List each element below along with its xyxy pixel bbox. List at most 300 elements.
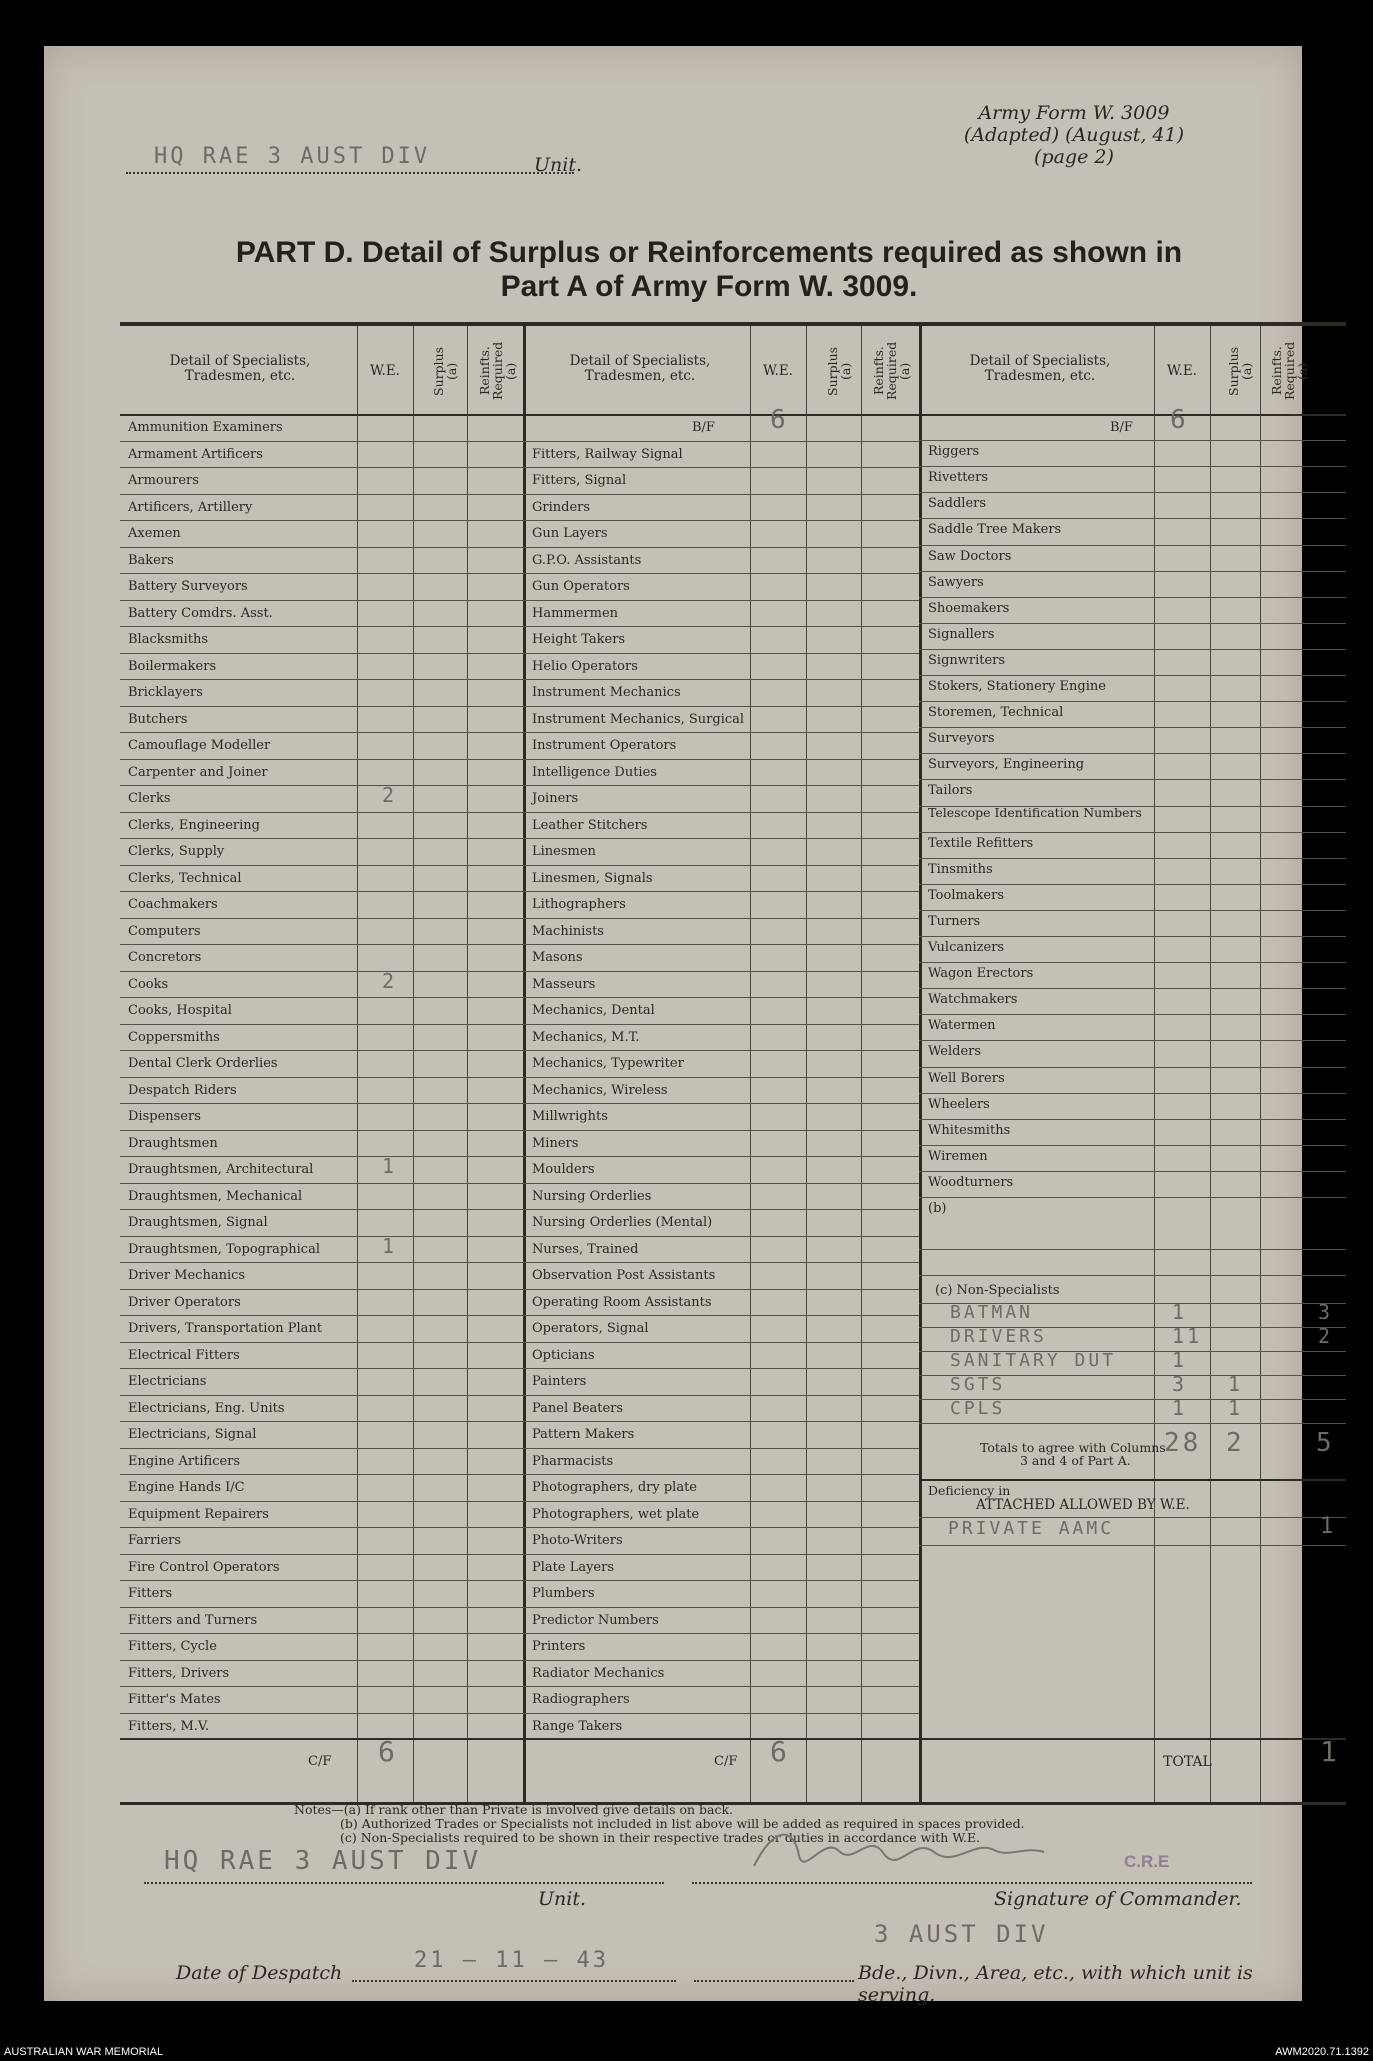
col2-item: Millwrights <box>532 1109 608 1124</box>
row-line-1 <box>120 1686 523 1687</box>
row-line-3 <box>919 1040 1346 1041</box>
row-line-2 <box>523 1077 919 1078</box>
row-line-1 <box>120 520 523 521</box>
deficiency-label-1: Deficiency in <box>928 1483 1011 1499</box>
col2-item: Operators, Signal <box>532 1321 649 1336</box>
row-line-2 <box>523 1368 919 1369</box>
col2-item: Mechanics, Dental <box>532 1003 655 1018</box>
cf-we-1: 6 <box>378 1735 398 1768</box>
col3-item: Wiremen <box>928 1148 988 1164</box>
col3-item: Storemen, Technical <box>928 705 1064 721</box>
non-specialist-name: SGTS <box>950 1374 1006 1396</box>
non-specialist-we: 11 <box>1172 1324 1203 1349</box>
col1-item: Cooks <box>128 976 169 992</box>
col2-item: Mechanics, M.T. <box>532 1029 640 1045</box>
col1-item: Artificers, Artillery <box>128 499 253 515</box>
unit-dotline <box>126 172 574 174</box>
col1-item: Electrical Fitters <box>128 1347 240 1363</box>
col1-item: Electricians <box>128 1374 207 1389</box>
col1-item: Draughtsmen, Architectural <box>128 1162 314 1177</box>
row-line-1 <box>120 547 523 548</box>
row-line-2 <box>523 1713 919 1714</box>
col1-item: Fitters and Turners <box>128 1612 258 1628</box>
row-line-2 <box>523 838 919 839</box>
col2-item: Masons <box>532 950 583 965</box>
row-line-3 <box>919 1249 1346 1250</box>
col2-item: Fitters, Railway Signal <box>532 446 683 462</box>
col3-item: Turners <box>928 913 981 929</box>
col2-item: Instrument Mechanics <box>532 685 681 700</box>
col3-item: Riggers <box>928 444 980 460</box>
col3-item: Surveyors <box>928 731 995 747</box>
cf-we-2: 6 <box>770 1735 790 1768</box>
row-line-3 <box>919 701 1346 702</box>
col2-item: Predictor Numbers <box>532 1612 659 1628</box>
row-line-2 <box>523 547 919 548</box>
row-line-2 <box>523 1315 919 1316</box>
row-line-2 <box>523 1050 919 1051</box>
non-specialist-name: CPLS <box>950 1398 1006 1420</box>
row-line-3 <box>919 1145 1346 1146</box>
total-value: 1 <box>1320 1735 1340 1768</box>
col3-item: Tinsmiths <box>928 861 993 877</box>
col2-item: Opticians <box>532 1347 595 1363</box>
row-line-1 <box>120 441 523 442</box>
row-line-2 <box>523 1686 919 1687</box>
row-line-3 <box>919 832 1346 833</box>
col2-item: Operating Room Assistants <box>532 1294 712 1310</box>
row-line-1 <box>120 1183 523 1184</box>
col2-item: G.P.O. Assistants <box>532 552 642 568</box>
row-line-2 <box>523 1156 919 1157</box>
row-line-2 <box>523 1527 919 1528</box>
row-line-2 <box>523 1421 919 1422</box>
col1-item: Blacksmiths <box>128 632 209 647</box>
row-line-3 <box>919 753 1346 754</box>
col2-item: Machinists <box>532 923 604 939</box>
non-specialist-we: 1 <box>1172 1348 1188 1373</box>
date-dotline <box>352 1980 676 1982</box>
col1-we-value: 1 <box>382 1233 398 1258</box>
totals-label-2: 3 and 4 of Part A. <box>1020 1453 1131 1469</box>
col3-item: Stokers, Stationery Engine <box>928 679 1106 694</box>
header-detail-3: Detail of Specialists, Tradesmen, etc. <box>969 353 1111 384</box>
footer-catalogue-number: AWM2020.71.1392 <box>1275 2046 1369 2058</box>
form-sheet <box>44 46 1340 2006</box>
signature-dotline <box>692 1882 1252 1884</box>
col2-item: Nursing Orderlies <box>532 1188 652 1204</box>
col3-item: Telescope Identification Numbers <box>928 804 1142 820</box>
cf-label-1: C/F <box>308 1754 332 1769</box>
non-specialist-we: 1 <box>1172 1396 1188 1421</box>
col1-item: Despatch Riders <box>128 1082 237 1098</box>
header-reinfts-3: Reinfts. Required (a) <box>1269 341 1310 401</box>
row-line-3 <box>919 675 1346 676</box>
row-line-2 <box>523 467 919 468</box>
row-line-1 <box>120 1130 523 1131</box>
col2-item: Nursing Orderlies (Mental) <box>532 1215 713 1230</box>
col2-item: Mechanics, Wireless <box>532 1082 668 1098</box>
row-line-2 <box>523 1103 919 1104</box>
col3-item: Wagon Erectors <box>928 966 1034 982</box>
row-line-3 <box>919 571 1346 572</box>
row-line-2 <box>523 653 919 654</box>
col1-item: Bricklayers <box>128 685 203 700</box>
row-line-2 <box>523 1554 919 1555</box>
col1-item: Axemen <box>128 526 181 541</box>
serving-label: Bde., Divn., Area, etc., with which unit is serving. <box>858 1962 1253 2006</box>
row-line-2 <box>523 441 919 442</box>
row-line-1 <box>120 1580 523 1581</box>
row-line-2 <box>523 600 919 601</box>
row-line-3 <box>919 492 1346 493</box>
row-line-3 <box>919 727 1346 728</box>
row-line-2 <box>523 1607 919 1608</box>
col2-item: Helio Operators <box>532 658 638 674</box>
row-line-1 <box>120 573 523 574</box>
row-line-2 <box>523 1633 919 1634</box>
col1-item: Butchers <box>128 711 188 727</box>
row-line-3 <box>919 1093 1346 1094</box>
row-line-2 <box>523 573 919 574</box>
row-line-1 <box>120 1262 523 1263</box>
row-line-1 <box>120 759 523 760</box>
non-specialist-name: BATMAN <box>950 1302 1034 1324</box>
row-line-3 <box>919 779 1346 780</box>
row-line-3 <box>919 466 1346 467</box>
row-line-3 <box>919 1545 1346 1546</box>
row-line-2 <box>523 494 919 495</box>
row-line-1 <box>120 1209 523 1210</box>
row-line-1 <box>120 838 523 839</box>
col1-item: Camouflage Modeller <box>128 738 271 753</box>
cf-label-2: C/F <box>714 1754 738 1769</box>
row-line-3 <box>919 649 1346 650</box>
totals-surplus: 2 <box>1226 1428 1245 1459</box>
notes: Notes—(a) If rank other than Private is involved give details on back. (b) Authorized Trades or Specialists not included in list above will be added as required in spaces provided. (c) Non-Specialists required to be shown in their respective trades or duties in accordance with W.E. <box>294 1802 1025 1845</box>
col1-item: Fitters, Drivers <box>128 1665 230 1681</box>
row-line-1 <box>120 1448 523 1449</box>
row-line-2 <box>523 732 919 733</box>
col1-item: Engine Hands I/C <box>128 1480 245 1495</box>
col3-item: Shoemakers <box>928 600 1010 616</box>
col1-item: Fire Control Operators <box>128 1559 280 1575</box>
row-line-2 <box>523 1660 919 1661</box>
col2-item: Pattern Makers <box>532 1427 635 1442</box>
row-line-3 <box>919 1275 1346 1276</box>
row-line-1 <box>120 1660 523 1661</box>
signature-label: Signature of Commander. <box>994 1888 1242 1910</box>
col2-item: Linesmen <box>532 844 596 859</box>
col1-item: Armourers <box>128 473 199 488</box>
col3-item: Tailors <box>928 783 973 799</box>
col2-item: Observation Post Assistants <box>532 1268 716 1283</box>
col2-item: Instrument Mechanics, Surgical <box>532 711 745 727</box>
col1-item: Clerks <box>128 791 171 806</box>
bf-label-3: B/F <box>1110 420 1133 435</box>
commander-signature <box>744 1816 1104 1886</box>
row-line-1 <box>120 812 523 813</box>
header-surplus-3: Surplus (a) <box>1226 346 1254 396</box>
col2-item: Instrument Operators <box>532 738 677 753</box>
non-specialist-surplus: 1 <box>1228 1372 1244 1397</box>
col2-item: Grinders <box>532 499 591 515</box>
col1-item: Draughtsmen, Mechanical <box>128 1188 303 1204</box>
row-line-1 <box>120 679 523 680</box>
col2-item: Photo-Writers <box>532 1533 623 1548</box>
header-reinfts-2: Reinfts. Required (a) <box>871 341 912 401</box>
col1-item: Carpenter and Joiner <box>128 764 268 780</box>
header-detail-2: Detail of Specialists, Tradesmen, etc. <box>569 353 711 384</box>
col1-item: Fitters, Cycle <box>128 1639 217 1654</box>
col2-item: Radiographers <box>532 1692 630 1707</box>
row-line-2 <box>523 1342 919 1343</box>
non-specialist-we: 1 <box>1172 1300 1188 1325</box>
col1-item: Fitters, M.V. <box>128 1718 210 1734</box>
header-surplus-1: Surplus (a) <box>431 346 459 396</box>
col2-item: Gun Layers <box>532 526 608 541</box>
col1-item: Clerks, Technical <box>128 870 242 886</box>
row-line-2 <box>523 1289 919 1290</box>
col3-item: Watchmakers <box>928 992 1018 1008</box>
row-line-2 <box>523 891 919 892</box>
col3-item: Sawyers <box>928 574 984 590</box>
col1-item: Clerks, Engineering <box>128 817 260 833</box>
col1-item: Driver Mechanics <box>128 1268 246 1283</box>
row-line-1 <box>120 706 523 707</box>
col1-item: Coachmakers <box>128 897 218 912</box>
row-line-1 <box>120 1024 523 1025</box>
col1-item: Draughtsmen <box>128 1135 218 1151</box>
row-line-2 <box>523 865 919 866</box>
col1-item: Armament Artificers <box>128 446 263 462</box>
col2-item: Radiator Mechanics <box>532 1665 665 1681</box>
row-line-2 <box>523 944 919 945</box>
col2-item: Plate Layers <box>532 1559 615 1575</box>
col1-we-value: 2 <box>382 783 398 807</box>
col1-item: Dental Clerk Orderlies <box>128 1056 278 1071</box>
col2-item: Photographers, wet plate <box>532 1506 700 1522</box>
row-line-1 <box>120 1077 523 1078</box>
col1-item: Ammunition Examiners <box>128 420 283 435</box>
date-handwriting: 21 — 11 — 43 <box>414 1948 609 1973</box>
col1-item: Bakers <box>128 552 174 568</box>
row-line-1 <box>120 1156 523 1157</box>
row-line-3 <box>919 623 1346 624</box>
row-line-1 <box>120 1315 523 1316</box>
row-line-2 <box>523 706 919 707</box>
deficiency-value: 1 <box>1320 1514 1337 1540</box>
col3-item: Signwriters <box>928 652 1006 668</box>
col1-we-value: 1 <box>382 1154 398 1178</box>
row-line-1 <box>120 891 523 892</box>
col1-item: Engine Artificers <box>128 1453 241 1469</box>
row-line-2 <box>523 812 919 813</box>
row-line-2 <box>523 1262 919 1263</box>
col3-item: Rivetters <box>928 470 989 486</box>
bf-label-2: B/F <box>692 420 715 435</box>
col1-item: Computers <box>128 923 201 939</box>
col2-item: Masseurs <box>532 976 596 992</box>
row-line-1 <box>120 732 523 733</box>
header-we-2: W.E. <box>763 363 793 379</box>
row-line-3 <box>919 440 1346 441</box>
bf-we-3: 6 <box>1170 405 1189 435</box>
col1-item: Fitters <box>128 1586 173 1601</box>
bf-we-2: 6 <box>770 405 789 435</box>
row-line-2 <box>523 1501 919 1502</box>
col2-item: Height Takers <box>532 632 626 647</box>
row-line-1 <box>120 467 523 468</box>
row-line-1 <box>120 1501 523 1502</box>
row-line-3 <box>919 1067 1346 1068</box>
col3-item: Well Borers <box>928 1070 1005 1086</box>
row-line-1 <box>120 1713 523 1714</box>
row-line-1 <box>120 1103 523 1104</box>
row-line-1 <box>120 1474 523 1475</box>
col1-item: Electricians, Eng. Units <box>128 1400 285 1416</box>
row-line-1 <box>120 944 523 945</box>
col2-item: Gun Operators <box>532 579 630 594</box>
col3-item: Whitesmiths <box>928 1122 1011 1138</box>
row-line-2 <box>523 1395 919 1396</box>
col3-item: Textile Refitters <box>928 835 1034 851</box>
row-line-2 <box>523 1580 919 1581</box>
row-line-1 <box>120 865 523 866</box>
non-specialist-reinfts: 2 <box>1318 1324 1334 1349</box>
row-line-2 <box>523 971 919 972</box>
col1-item: Clerks, Supply <box>128 844 225 859</box>
totals-we: 28 <box>1164 1428 1202 1459</box>
row-line-1 <box>120 1368 523 1369</box>
row-line-1 <box>120 1395 523 1396</box>
row-line-1 <box>120 494 523 495</box>
bottom-unit-label: Unit. <box>538 1888 587 1910</box>
col1-item: Battery Surveyors <box>128 579 248 594</box>
row-line-3 <box>919 597 1346 598</box>
col3-item: Welders <box>928 1044 982 1060</box>
non-specialist-reinfts: 3 <box>1318 1300 1334 1325</box>
deficiency-label-2: ATTACHED ALLOWED BY W.E. <box>976 1497 1190 1514</box>
row-line-2 <box>523 1209 919 1210</box>
row-line-3 <box>919 936 1346 937</box>
col2-item: Linesmen, Signals <box>532 870 653 886</box>
row-line-3 <box>919 910 1346 911</box>
row-line-2 <box>523 997 919 998</box>
row-line-2 <box>523 1448 919 1449</box>
col3-item: (b) <box>928 1201 947 1216</box>
unit-label: Unit. <box>534 154 583 176</box>
row-line-1 <box>120 1050 523 1051</box>
serving-handwriting: 3 AUST DIV <box>874 1920 1049 1948</box>
col3-item: Saddle Tree Makers <box>928 522 1062 538</box>
col2-item: Miners <box>532 1135 579 1151</box>
row-line-2 <box>523 679 919 680</box>
col2-item: Pharmacists <box>532 1453 614 1469</box>
footer-credit: AUSTRALIAN WAR MEMORIAL <box>4 2046 164 2058</box>
form-reference: Army Form W. 3009 (Adapted) (August, 41) (page 2) <box>963 102 1184 168</box>
col3-item: Signallers <box>928 626 995 642</box>
row-line-1 <box>120 626 523 627</box>
non-specialist-we: 3 <box>1172 1372 1188 1397</box>
header-reinfts-1: Reinfts. Required (a) <box>477 341 518 401</box>
col2-item: Hammermen <box>532 605 619 621</box>
col2-item: Plumbers <box>532 1586 595 1601</box>
row-line-3 <box>919 858 1346 859</box>
bottom-unit-dotline <box>144 1882 664 1884</box>
row-line-2 <box>523 1474 919 1475</box>
header-detail-1: Detail of Specialists, Tradesmen, etc. <box>169 353 311 384</box>
row-line-2 <box>523 918 919 919</box>
col3-item: Toolmakers <box>928 887 1005 903</box>
col1-item: Dispensers <box>128 1109 201 1124</box>
row-line-3 <box>919 1171 1346 1172</box>
unit-handwriting: HQ RAE 3 AUST DIV <box>154 144 431 169</box>
row-line-1 <box>120 1236 523 1237</box>
col2-item: Painters <box>532 1374 587 1389</box>
row-line-3 <box>919 518 1346 519</box>
col1-item: Electricians, Signal <box>128 1427 257 1442</box>
row-line-1 <box>120 1421 523 1422</box>
col3-item: Surveyors, Engineering <box>928 757 1085 773</box>
row-line-3 <box>919 962 1346 963</box>
col2-item: Fitters, Signal <box>532 473 627 488</box>
row-line-1 <box>120 1554 523 1555</box>
row-line-3 <box>919 1197 1346 1198</box>
col1-item: Drivers, Transportation Plant <box>128 1321 322 1336</box>
serving-dotline <box>694 1980 854 1982</box>
row-line-2 <box>523 759 919 760</box>
non-specialists-label: (c) Non-Specialists <box>935 1283 1060 1299</box>
row-line-1 <box>120 1607 523 1608</box>
col2-item: Nurses, Trained <box>532 1241 639 1257</box>
header-we-3: W.E. <box>1167 363 1197 379</box>
row-line-1 <box>120 997 523 998</box>
col1-item: Equipment Repairers <box>128 1506 269 1522</box>
row-line-2 <box>523 1024 919 1025</box>
col2-item: Range Takers <box>532 1718 623 1734</box>
col2-item: Lithographers <box>532 897 626 912</box>
col1-item: Boilermakers <box>128 658 217 674</box>
col2-item: Printers <box>532 1639 586 1654</box>
row-line-3 <box>919 884 1346 885</box>
row-line-1 <box>120 1527 523 1528</box>
totals-reinfts: 5 <box>1316 1428 1335 1459</box>
non-specialist-surplus: 1 <box>1228 1396 1244 1421</box>
col3-item: Saddlers <box>928 496 987 512</box>
col2-item: Leather Stitchers <box>532 817 648 833</box>
row-line-1 <box>120 918 523 919</box>
header-surplus-2: Surplus (a) <box>825 346 853 396</box>
col2-item: Moulders <box>532 1162 595 1177</box>
col1-item: Draughtsmen, Signal <box>128 1215 268 1230</box>
cre-stamp: C.R.E <box>1124 1852 1170 1871</box>
row-line-1 <box>120 785 523 786</box>
col2-item: Joiners <box>532 791 579 806</box>
date-label: Date of Despatch <box>176 1962 343 1984</box>
col3-item: Watermen <box>928 1018 996 1034</box>
row-line-2 <box>523 1130 919 1131</box>
page-title: PART D. Detail of Surplus or Reinforcements required as shown in Part A of Army Form W. 3009. <box>235 236 1183 303</box>
row-line-2 <box>523 1236 919 1237</box>
col3-item: Woodturners <box>928 1174 1014 1190</box>
row-line-1 <box>120 971 523 972</box>
col1-item: Concretors <box>128 950 202 965</box>
row-line-1 <box>120 1342 523 1343</box>
col2-item: Mechanics, Typewriter <box>532 1056 684 1071</box>
row-line-2 <box>523 1183 919 1184</box>
row-line-1 <box>120 653 523 654</box>
